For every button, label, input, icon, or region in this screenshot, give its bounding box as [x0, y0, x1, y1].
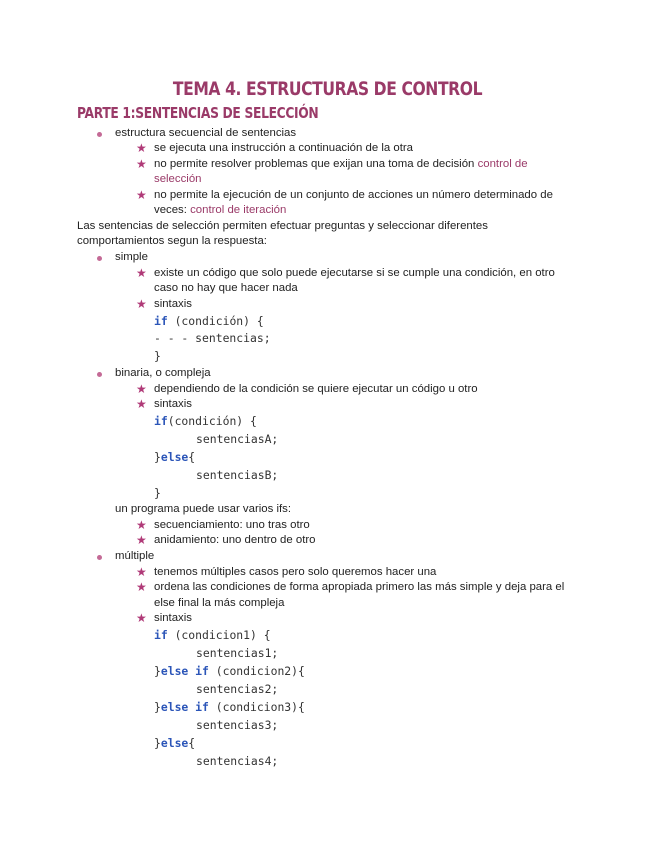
- code-keyword: if: [154, 628, 168, 642]
- code-line: sentencias1;: [196, 646, 279, 660]
- star-bullet-icon: ★: [136, 266, 147, 280]
- paragraph: Las sentencias de selección permiten efectuar preguntas y seleccionar diferentes: [77, 220, 488, 232]
- star-bullet-icon: ★: [136, 382, 147, 396]
- code-keyword: else: [160, 736, 189, 750]
- code-line: sentenciasB;: [196, 468, 279, 482]
- list-item: [154, 157, 528, 172]
- code-line: sentencias2;: [196, 682, 279, 696]
- code-text: }: [154, 736, 161, 750]
- code-keyword: else: [160, 450, 189, 464]
- code-text: }: [154, 450, 161, 464]
- code-text: }: [154, 700, 161, 714]
- code-text: (condición) {: [167, 314, 264, 328]
- list-item: else final la más compleja: [154, 597, 285, 609]
- code-line: - - - sentencias;: [154, 331, 271, 345]
- list-item: simple: [115, 251, 148, 263]
- code-text: (condición) {: [167, 414, 257, 428]
- list-item: binaria, o compleja: [115, 367, 211, 379]
- star-bullet-icon: ★: [136, 518, 147, 532]
- list-item: sintaxis: [154, 612, 192, 624]
- code-line: [154, 314, 264, 329]
- text: veces:: [154, 204, 191, 216]
- star-bullet-icon: ★: [136, 297, 147, 311]
- code-text: (condicion2){: [208, 664, 305, 678]
- code-line: sentencias3;: [196, 718, 279, 732]
- code-keyword: if: [195, 664, 209, 678]
- code-text: {: [188, 736, 196, 750]
- list-item: anidamiento: uno dentro de otro: [154, 534, 316, 546]
- star-bullet-icon: ★: [136, 188, 147, 202]
- code-text: (condicion1) {: [167, 628, 271, 642]
- list-item: secuenciamiento: uno tras otro: [154, 519, 310, 531]
- code-line: [154, 414, 257, 429]
- link-control-seleccion[interactable]: control de: [477, 158, 528, 170]
- link-control-seleccion-cont[interactable]: selección: [154, 173, 202, 185]
- star-bullet-icon: ★: [136, 533, 147, 547]
- list-item: ordena las condiciones de forma apropiada primero las más simple y deja para el: [154, 581, 565, 593]
- list-item: sintaxis: [154, 398, 192, 410]
- list-item: existe un código que solo puede ejecutarse si se cumple una condición, en otro: [154, 267, 555, 279]
- star-bullet-icon: ★: [136, 141, 147, 155]
- paragraph: comportamientos segun la respuesta:: [77, 235, 267, 247]
- star-bullet-icon: ★: [136, 611, 147, 625]
- section-title: PARTE 1:SENTENCIAS DE SELECCIÓN: [77, 104, 319, 122]
- code-line: }: [154, 349, 161, 363]
- star-bullet-icon: ★: [136, 397, 147, 411]
- code-keyword: else: [160, 700, 189, 714]
- list-item: [154, 203, 286, 218]
- code-text: {: [188, 450, 196, 464]
- code-line: [154, 700, 305, 715]
- text: no permite resolver problemas que exijan una toma de decisión: [154, 158, 478, 170]
- star-bullet-icon: ★: [136, 580, 147, 594]
- code-keyword: else: [160, 664, 189, 678]
- list-item: estructura secuencial de sentencias: [115, 127, 297, 139]
- circle-bullet-icon: [97, 256, 102, 261]
- code-line: [154, 736, 195, 751]
- star-bullet-icon: ★: [136, 565, 147, 579]
- list-item: caso no hay que hacer nada: [154, 282, 298, 294]
- list-item: dependiendo de la condición se quiere ejecutar un código u otro: [154, 383, 478, 395]
- list-item: tenemos múltiples casos pero solo queremos hacer una: [154, 566, 437, 578]
- code-line: [154, 664, 305, 679]
- code-text: }: [154, 664, 161, 678]
- page-title: TEMA 4. ESTRUCTURAS DE CONTROL: [172, 78, 483, 100]
- code-line: [154, 628, 271, 643]
- code-text: (condicion3){: [208, 700, 305, 714]
- star-bullet-icon: ★: [136, 157, 147, 171]
- code-line: sentenciasA;: [196, 432, 279, 446]
- circle-bullet-icon: [97, 132, 102, 137]
- list-item: no permite la ejecución de un conjunto de acciones un número determinado de: [154, 189, 553, 201]
- list-item: sintaxis: [154, 298, 192, 310]
- code-line: sentencias4;: [196, 754, 279, 768]
- code-line: [154, 450, 195, 465]
- circle-bullet-icon: [97, 372, 102, 377]
- link-control-iteracion[interactable]: control de iteración: [190, 204, 287, 216]
- circle-bullet-icon: [97, 555, 102, 560]
- code-keyword: if: [154, 414, 168, 428]
- list-item: múltiple: [115, 550, 155, 562]
- paragraph: un programa puede usar varios ifs:: [115, 503, 292, 515]
- code-line: }: [154, 486, 161, 500]
- code-keyword: if: [154, 314, 168, 328]
- list-item: se ejecuta una instrucción a continuación de la otra: [154, 142, 413, 154]
- code-keyword: if: [195, 700, 209, 714]
